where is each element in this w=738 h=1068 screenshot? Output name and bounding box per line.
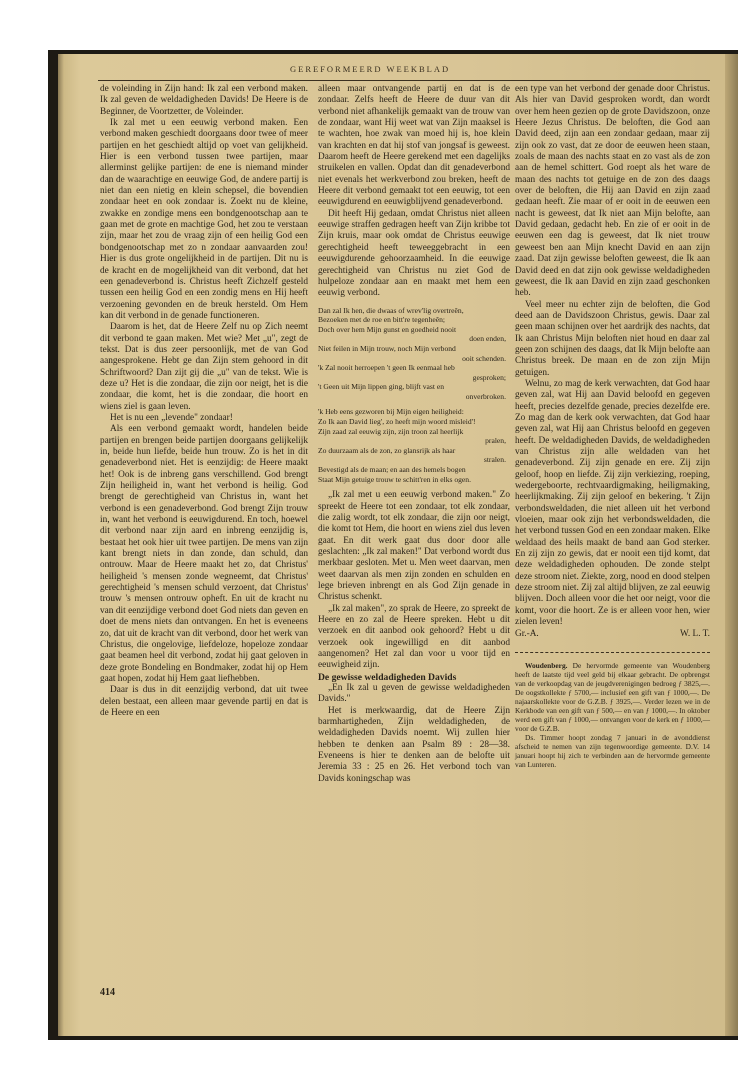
paragraph: Het is merkwaardig, dat de Heere Zijn barmhartigheden, Zijn weldadigheden, de weldadigheden Davids noemt. Wij zullen hier hebben te denken aan Psalm 89 : 28—38. Eveneens is hier te denken aan de belofte uit Jeremia 33 : 25 en 26. Het verbond toch van Davids koningschap was	[318, 705, 510, 784]
section-heading: De gewisse weldadigheden Davids	[318, 671, 457, 683]
signature-initials: W. L. T.	[679, 628, 710, 639]
news-item	[515, 661, 710, 733]
verse-line: Doch over hem Mijn gunst en goedheid nooit	[318, 324, 457, 334]
paragraph: Daarom is het, dat de Heere Zelf nu op Zich neemt dit verbond te gaan maken. Met wie? Met „u", zegt de tekst. Dat is dus zeer persoonlijk, met de van God aangesprokene. Hebt ge dan Zijn stem gehoord in dit Schriftwoord? Dan zijt gij die „u" van de tekst. Wie is deze u? Het is die zondaar, die zijn oor neigt, het is die zondaar, die komt, het is die zondaar, die hoort en wiens ziel is gaan leven.	[100, 322, 308, 412]
verse-line: Zo duurzaam als de zon, zo glansrijk als haar	[318, 445, 456, 455]
paragraph: Ik zal met u een eeuwig verbond maken. Een verbond maken geschiedt doorgaans door twee of meer partijen en het geschiedt altijd op voet van gelijkheid. Hier is een verbond tussen twee partijen, maar allerminst gelijke partijen: de ene is niemand minder dan de waarachtige en eeuwige God, de andere partij is niet dan een nietig en klein schepsel, die bovendien zondaar heet en ook zondaar is. Zoekt nu de kleine, zwakke en zondige mens een bondgenootschap aan te gaan met de grote en machtige God, het zou te verstaan zijn, maar het zou de vraag zijn of een heilig God een bondgenootschap met zo n zondaar aanvaarden zou! Hier is dus grote ongelijkheid in de partijen. Dit nu is de kracht en de mogelijkheid van dit verbond, dat het een genadeverbond is. Christus heeft Zichzelf gesteld tussen een heilig God en een zondig mens en Hij heeft verzoening gevonden en de breuk hersteld. Om Hem kan dit verbond in de genade functioneren.	[100, 118, 308, 321]
paragraph: Dit heeft Hij gedaan, omdat Christus niet alleen eeuwige straffen gedragen heeft van Zijn kribbe tot Zijn kruis, maar ook omdat de Christus eeuwige gerechtigheid heeft teweeggebracht in een eeuwigdurende gehoorzaamheid. In die eeuwige gerechtigheid van Christus nu ziet God de hulpeloze zondaar aan en maakt met hem een eeuwig verbond.	[318, 208, 510, 299]
news-item	[515, 733, 710, 769]
column-middle	[318, 84, 510, 785]
verse-line: Bevestigd als de maan; en aan des hemels bogen	[318, 465, 466, 475]
paragraph: alleen maar ontvangende partij en dat is de zondaar. Zelfs heeft de Heere de duur van dit verbond niet afhankelijk gemaakt van de trouw van de zondaar, want Hij weet wat van Zijn maaksel is te wachten, hoe zwak van moed hij is, hoe klein van krachten en dat hij stof van jongsaf is geweest. Daarom heeft de Heere gerekend met een dagelijks struikelen en vallen. Opdat dan dit genadeverbond niet evenals het werkverbond zou breken, heeft de Heere dit verbond gemaakt tot een eeuwig, tot een eeuwigdurend en eeuwigblijvend genadeverbond.	[318, 84, 510, 208]
paragraph: „Ik zal met u een eeuwig verbond maken." Zo spreekt de Heere tot een zondaar, tot elk zondaar, die zalig wordt, tot elk zondaar, die zijn oor neigt, die komt tot Hem, die hoort en wiens ziel dus leven gaat. En dit werk gaat dus door door alle geslachten: „Ik zal maken!" Dat verbond wordt dus merkbaar gesloten. Met u. Men weet daarvan, men weet daarvan als men zijn zonden en schulden en lege brieven inbrengt en als God Zijn genade in Christus schenkt.	[318, 490, 510, 603]
paragraph: een type van het verbond der genade door Christus. Als hier van David gesproken wordt, dan wordt over hem heen gezien op de grote Davidszoon, onze Heere Jezus Christus. De beloften, die God aan David deed, zijn aan een zondaar gedaan, maar zij zijn ook zo vast, dat ze door de eeuwen heen staan, zoals de maan des nachts staat en zo vast als de zon aan de hemel schittert. God roept als het ware de maan des nachts tot getuige en de zon des daags over de beloften, die Hij aan David en zijn zaad gedaan heeft. Zie maar of er ooit in de eeuwen een nacht is geweest, dat Ik niet aan Mijn belofte, aan David gedaan, gedacht heb. En zie of er ooit in de eeuwen een dag is geweest, dat Ik niet trouw geweest ben aan Mijn knecht David en aan zijn zaad. Dat zijn gewisse beloften geweest, die Ik aan David deed en dat zijn ook gewisse weldadigheden geweest, die Ik aan David en zijn zaad geschonken heb.	[515, 84, 710, 299]
paragraph: Veel meer nu echter zijn de beloften, die God deed aan de Davidszoon Christus, gewis. Daar zal geen maan schijnen over het aardrijk des nachts, dat Ik aan Christus Mijn beloften niet houd en daar zal geen zon schijnen des daags, dat Ik Mijn belofte aan Christus breek. De maan en de zon zijn Mijn getuigen.	[515, 299, 710, 378]
verse-line: 'k Heb eens gezworen bij Mijn eigen heiligheid:	[318, 407, 464, 417]
verse-line-continuation: doen enden,	[469, 334, 506, 344]
page-header: GEREFORMEERD WEEKBLAD	[290, 64, 451, 74]
verse-line: 'k Zal nooit herroepen 't geen Ik eenmaal heb	[318, 363, 455, 373]
paragraph: Het is nu een „levende" zondaar!	[110, 412, 233, 423]
verse-line: Niet feilen in Mijn trouw, noch Mijn verbond	[318, 343, 456, 353]
paragraph: Welnu, zo mag de kerk verwachten, dat God haar geven zal, wat Hij aan David beloofd en gegeven heeft, precies dezelfde genade, precies dezelfde ere. Zo mag dan de kerk ook verwachten, dat God haar geven zal, wat Hij aan Christus beloofd en gegeven heeft. De weldadigheden Davids, de weldadigheden van Christus zijn alle weldaden van het genadeverbond. Zij zijn genade en ere. Zij zijn geloof, hoop en liefde. Zij zijn verkiezing, roeping, wedergeboorte, rechtvaardigmaking, heiligmaking, heerlijkmaking. Zij zijn geloof en bekering. 't Zijn verbondsweldaden, die niet alleen uit het verbond vloeien, maar ook zijn het verbondsweldaden, die het verbond tussen God en een zondaar maken. Elke weldaad des heils maakt de band aan God sterker. En zij zijn zo gewis, dat er nooit een tijd komt, dat deze weldadigheden ophouden. De zonde stelpt deze stroom niet. Ziekte, zorg, nood en dood stelpen deze stroom niet. Zij zal altijd blijven, ze zal eeuwig blijven. Doch alleen voor die het oor neigt, voor die komt, voor die hoort. Ze is er alleen voor hen, wier zielen leven!	[515, 378, 710, 628]
psalm-verse-quote	[318, 306, 510, 485]
verse-line-continuation: ooit schenden.	[462, 353, 506, 363]
news-divider	[515, 652, 710, 653]
author-signature	[515, 629, 710, 640]
verse-line-continuation: pralen,	[485, 436, 506, 446]
verse-line: Zijn zaad zal eeuwig zijn, zijn troon zal heerlijk	[318, 426, 464, 436]
verse-line-continuation: onverbroken.	[465, 391, 506, 401]
paragraph: de voleinding in Zijn hand: Ik zal een verbond maken. Ik zal geven de weldadigheden Davids! De Heere is de Beginner, de Voortzetter, de Voleinder.	[100, 84, 308, 117]
page-fold-shadow	[725, 54, 738, 1036]
page-number: 414	[100, 987, 115, 998]
paragraph: Daar is dus in dit eenzijdig verbond, dat uit twee delen bestaat, een alleen maar gevende partij en dat is de Heere en een	[100, 685, 308, 718]
news-item-place: Woudenberg.	[525, 660, 568, 670]
verse-line: Dan zal Ik hen, die dwaas of wrev'lig overtreên,	[318, 305, 464, 315]
news-item-text: De hervormde gemeente van Woudenberg heeft de laatste tijd veel geld bij elkaar gebracht. De opbrengst van de verkoopdag van de jeugdverenigingen bedroeg ƒ 3825,—. De oogstkollekte ƒ 5700,— inclusief een gift van ƒ 1000,—. De najaarskollekte voor de G.Z.B. ƒ 3925,—. Verder lezen we in de Kerkbode van een gift van ƒ 500,— en van ƒ 1000,—. In oktober werd een gift van ƒ 1000,— ontvangen voor de kerk en ƒ 1000,— voor de G.Z.B.	[515, 660, 710, 733]
verse-line: Staat Mijn getuige trouw te schitt'ren in elks ogen.	[318, 474, 472, 484]
header-rule	[98, 80, 710, 81]
verse-line-continuation: gesproken;	[472, 372, 506, 382]
verse-line: 't Geen uit Mijn lippen ging, blijft vast en	[318, 382, 445, 392]
paragraph: Als een verbond gemaakt wordt, handelen beide partijen en brengen beide partijen doorgaans gelijkelijk in, beide hun liefde, beide hun trouw. Zo is het in dit genadeverbond niet. Het is eenzijdig: de Heere maakt het! Ook is de inbreng gans verschillend. God brengt Zijn heiligheid in, want het verbond is heilig. God brengt de gerechtigheid van Christus in, want het verbond is een genadeverbond. God brengt Zijn trouw in, want het verbond is eeuwigdurend. En toch, hoewel dit verbond naar zijn aard en inbreng eenzijdig is, bestaat het ook hier uit twee partijen. De mens van zijn kant brengt niets in dan zonde, dan schuld, dan ontrouw. Maar de Heere maakt het zo, dat Christus' heiligheid 's mensen zonde wegneemt, dat Christus' gerechtigheid 's mensen schuld verzoent, dat Christus' trouw 's mensen ontrouw opheft. En uit de kracht nu van dit eenzijdige verbond doet God niets dan geven en doet de mens niets dan ontvangen. En het is eveneens zo, dat uit de kracht van dit verbond, door het werk van Christus, die ongelovige, liefdeloze, hopeloze zondaar gaat beamen heel dit verbond, zodat hij gaat geloven in deze grote Bondeling en Bondmaker, zodat hij op Hem gaat hopen, zodat hij Hem gaat liefhebben.	[100, 424, 308, 684]
verse-line-continuation: stralen.	[483, 455, 506, 465]
news-item-text: Ds. Timmer hoopt zondag 7 januari in de avonddienst afscheid te nemen van zijn tegenwoordige gemeente. D.V. 14 januari hoopt hij zich te verbinden aan de hervormde gemeente van Lunteren.	[515, 732, 710, 769]
verse-line: Bezoeken met de roe en bitt're tegenheên;	[318, 315, 446, 325]
column-left	[100, 84, 308, 719]
section-quote: „En Ik zal u geven de gewisse weldadigheden Davids."	[318, 683, 510, 705]
column-right	[515, 84, 710, 769]
verse-line: Zo Ik aan David lieg', zo heeft mijn woord misleid'!	[318, 417, 476, 427]
signature-place: Gr.-A.	[515, 628, 539, 639]
paragraph: „Ik zal maken", zo sprak de Heere, zo spreekt de Heere en zo zal de Heere spreken. Hebt u dit verzoek en dit aanbod ook gehoord? Hebt u dit verzoek ook ingewilligd en dit aanbod aangenomen? Het zal dan voor u voor tijd en eeuwigheid zijn.	[318, 603, 510, 671]
church-news	[515, 661, 710, 769]
